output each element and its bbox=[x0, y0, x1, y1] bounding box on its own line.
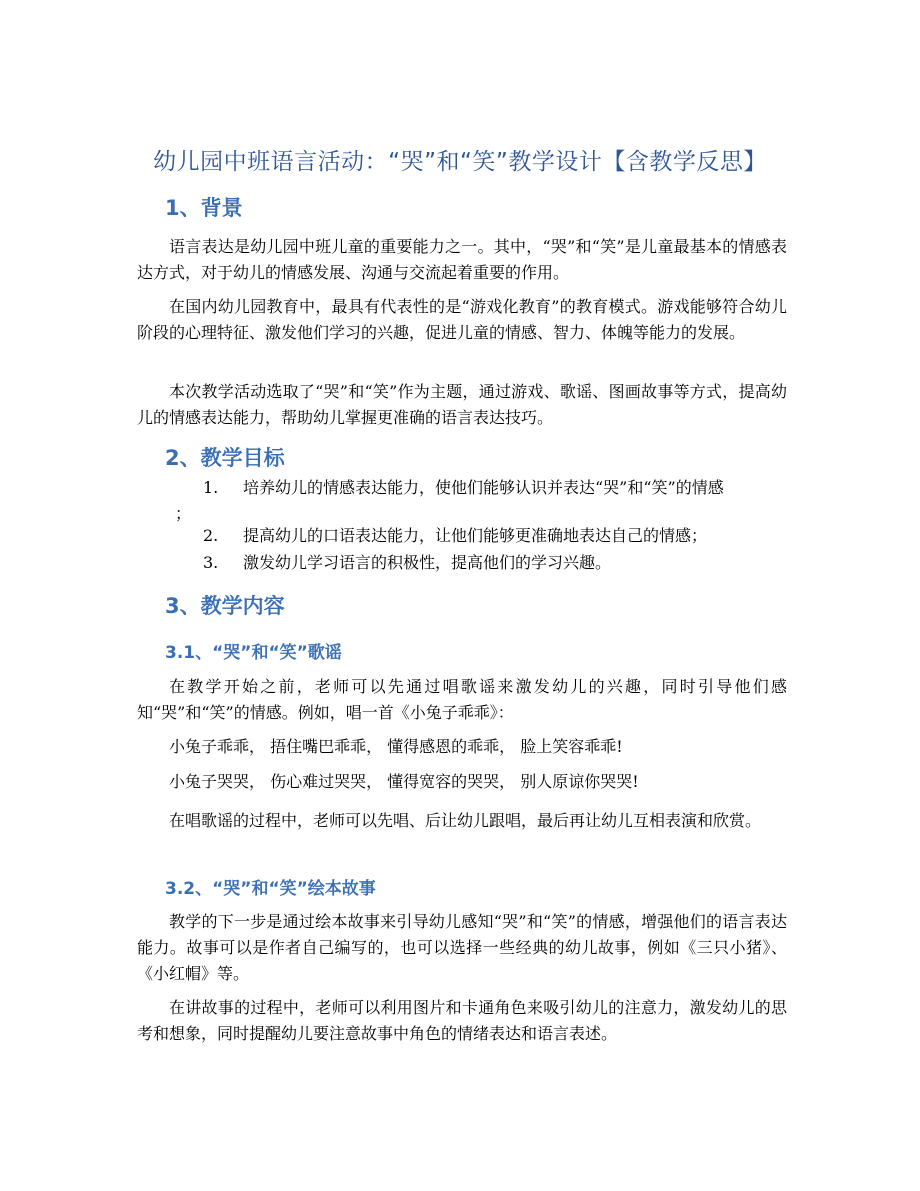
section-heading-objectives: 2、教学目标 bbox=[165, 446, 285, 470]
subsection-heading-story: 3.2、“哭”和“笑”绘本故事 bbox=[165, 879, 376, 899]
paragraph: 在讲故事的过程中，老师可以利用图片和卡通角色来吸引幼儿的注意力，激发幼儿的思考和想象，同时提醒幼儿要注意故事中角色的情绪表达和语言表述。 bbox=[137, 998, 787, 1043]
song-line: 小兔子乖乖， 捂住嘴巴乖乖， 懂得感恩的乖乖， 脸上笑容乖乖! bbox=[169, 737, 623, 756]
paragraph: 在唱歌谣的过程中，老师可以先唱、后让幼儿跟唱，最后再让幼儿互相表演和欣赏。 bbox=[169, 811, 762, 830]
paragraph: 语言表达是幼儿园中班儿童的重要能力之一。其中，“哭”和“笑”是儿童最基本的情感表达方式，对于幼儿的情感发展、沟通与交流起着重要的作用。 bbox=[137, 237, 787, 282]
paragraph: 本次教学活动选取了“哭”和“笑”作为主题，通过游戏、歌谣、图画故事等方式，提高幼儿的情感表达能力，帮助幼儿掌握更准确的语言表达技巧。 bbox=[137, 382, 787, 427]
paragraph: 教学的下一步是通过绘本故事来引导幼儿感知“哭”和“笑”的情感，增强他们的语言表达能力。故事可以是作者自己编写的，也可以选择一些经典的幼儿故事，例如《三只小猪》、《小红帽》等。 bbox=[137, 912, 787, 983]
list-text: 激发幼儿学习语言的积极性，提高他们的学习兴趣。 bbox=[243, 553, 612, 572]
list-text: 培养幼儿的情感表达能力，使他们能够认识并表达“哭”和“笑”的情感 bbox=[243, 478, 724, 497]
document-title: 幼儿园中班语言活动：“哭”和“笑”教学设计【含教学反思】 bbox=[153, 149, 767, 175]
paragraph: 在国内幼儿园教育中，最具有代表性的是“游戏化教育”的教育模式。游戏能够符合幼儿阶段的心理特征、激发他们学习的兴趣，促进儿童的情感、智力、体魄等能力的发展。 bbox=[137, 297, 787, 342]
list-number: 3. bbox=[203, 553, 219, 572]
list-text: 提高幼儿的口语表达能力，让他们能够更准确地表达自己的情感； bbox=[243, 526, 708, 545]
list-number: 2. bbox=[203, 526, 219, 545]
list-number: 1. bbox=[203, 478, 219, 497]
subsection-heading-song: 3.1、“哭”和“笑”歌谣 bbox=[165, 643, 342, 663]
paragraph: 在教学开始之前，老师可以先通过唱歌谣来激发幼儿的兴趣，同时引导他们感知“哭”和“笑”的情感。例如，唱一首《小兔子乖乖》： bbox=[137, 677, 787, 722]
section-heading-background: 1、背景 bbox=[165, 196, 243, 220]
song-line: 小兔子哭哭， 伤心难过哭哭， 懂得宽容的哭哭， 别人原谅你哭哭! bbox=[169, 772, 639, 791]
section-heading-content: 3、教学内容 bbox=[165, 594, 285, 618]
list-text-continuation: ； bbox=[175, 504, 192, 523]
